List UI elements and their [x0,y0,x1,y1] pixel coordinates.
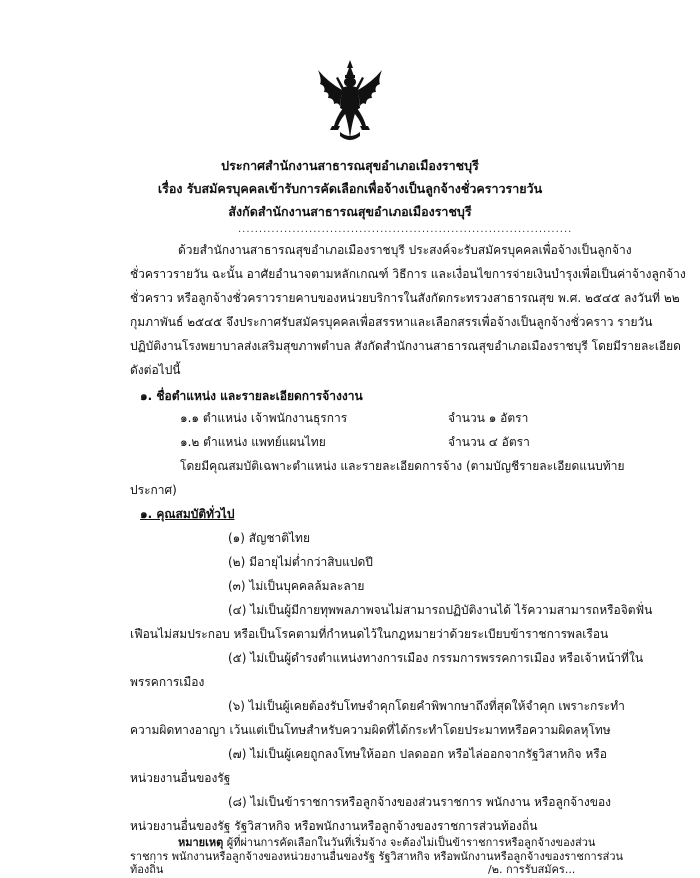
qualification-item: (๘) ไม่เป็นข้าราชการหรือลูกจ้างของส่วนราชการ พนักงาน หรือลูกจ้างของ [228,795,612,809]
announcement-title: ประกาศสำนักงานสาธารณสุขอำเภอเมืองราชบุรี [221,158,479,173]
qualification-item-cont: เฟือนไม่สมประกอบ หรือเป็นโรคตามที่กำหนดไว้ในกฎหมายว่าด้วยระเบียบข้าราชการพลเรือน [130,627,609,641]
qualification-item-cont: พรรคการเมือง [130,675,205,689]
remark-line [178,836,595,850]
qualification-item: (๕) ไม่เป็นผู้ดำรงตำแหน่งทางการเมือง กรรมการพรรคการเมือง หรือเจ้าหน้าที่ใน [228,651,644,665]
qualification-note: ประกาศ) [130,483,177,497]
position-quantity: จำนวน ๔ อัตรา [448,435,530,449]
section-heading-general-qualifications: ๑. คุณสมบัติทั่วไป [140,507,235,521]
announcement-agency: สังกัดสำนักงานสาธารณสุขอำเภอเมืองราชบุรี [228,204,472,219]
position-item: ๑.๑ ตำแหน่ง เจ้าพนักงานธุรการ [180,411,348,425]
qualification-item: (๗) ไม่เป็นผู้เคยถูกลงโทษให้ออก ปลดออก หรือไล่ออกจากรัฐวิสาหกิจ หรือ [228,747,607,761]
position-quantity: จำนวน ๑ อัตรา [448,411,529,425]
remark-label: หมายเหตุ [178,836,224,849]
dotted-divider: ................................................................................ [238,224,573,235]
remark-line: ราชการ พนักงานหรือลูกจ้างของหน่วยงานอื่นของรัฐ รัฐวิสาหกิจ หรือพนักงานหรือลูกจ้างของราชการส่วน [130,850,624,863]
qualification-item: (๑) สัญชาติไทย [228,531,310,545]
position-item: ๑.๒ ตำแหน่ง แพทย์แผนไทย [180,435,326,449]
qualification-note: โดยมีคุณสมบัติเฉพาะตำแหน่ง และรายละเอียดการจ้าง (ตามบัญชีรายละเอียดแนบท้าย [180,459,625,473]
qualification-item: (๔) ไม่เป็นผู้มีกายทุพพลภาพจนไม่สามารถปฏิบัติงานได้ ไร้ความสามารถหรือจิตฟั่น [228,603,653,617]
continued-marker: /๒. การรับสมัคร... [488,863,576,876]
intro-line: กุมภาพันธ์ ๒๕๔๕ จึงประกาศรับสมัครบุคคลเพื่อสรรหาและเลือกสรรเพื่อจ้างเป็นลูกจ้างชั่วคราว รายวัน [130,315,653,329]
announcement-subject: เรื่อง รับสมัครบุคคลเข้ารับการคัดเลือกเพื่อจ้างเป็นลูกจ้างชั่วคราวรายวัน [157,181,543,196]
intro-line: ดังต่อไปนี้ [130,363,181,377]
garuda-emblem-icon [316,60,384,144]
intro-line: ชั่วคราวรายวัน ฉะนั้น อาศัยอำนาจตามหลักเกณฑ์ วิธีการ และเงื่อนไขการจ่ายเงินบำรุงเพื่อเป็นค่าจ้างลูกจ้าง [130,267,686,281]
section-heading-positions: ๑. ชื่อตำแหน่ง และรายละเอียดการจ้างงาน [140,389,363,403]
intro-line: ชั่วคราว หรือลูกจ้างชั่วคราวรายคาบของหน่วยบริการในสังกัดกระทรวงสาธารณสุข พ.ศ. ๒๕๔๕ ลงวันที่ ๒๒ [130,291,680,305]
intro-line: ปฏิบัติงานโรงพยาบาลส่งเสริมสุขภาพตำบล สังกัดสำนักงานสาธารณสุขอำเภอเมืองราชบุรี โดยมีรายละเอียด [130,339,681,353]
remark-text: ผู้ที่ผ่านการคัดเลือกในวันที่เริ่มจ้าง จะต้องไม่เป็นข้าราชการหรือลูกจ้างของส่วน [223,836,596,849]
qualification-item-cont: หน่วยงานอื่นของรัฐ [130,771,231,785]
intro-line: ด้วยสำนักงานสาธารณสุขอำเภอเมืองราชบุรี ประสงค์จะรับสมัครบุคคลเพื่อจ้างเป็นลูกจ้าง [178,243,632,257]
remark-line: ท้องถิ่น [130,863,164,876]
qualification-item-cont: หน่วยงานอื่นของรัฐ รัฐวิสาหกิจ หรือพนักงานหรือลูกจ้างของราชการส่วนท้องถิ่น [130,819,538,833]
qualification-item: (๓) ไม่เป็นบุคคลล้มละลาย [228,579,365,593]
qualification-item: (๖) ไม่เป็นผู้เคยต้องรับโทษจำคุกโดยคำพิพากษาถึงที่สุดให้จำคุก เพราะกระทำ [228,699,625,713]
qualification-item-cont: ความผิดทางอาญา เว้นแต่เป็นโทษสำหรับความผิดที่ได้กระทำโดยประมาทหรือความผิดลหุโทษ [130,723,611,737]
qualification-item: (๒) มีอายุไม่ต่ำกว่าสิบแปดปี [228,555,373,569]
